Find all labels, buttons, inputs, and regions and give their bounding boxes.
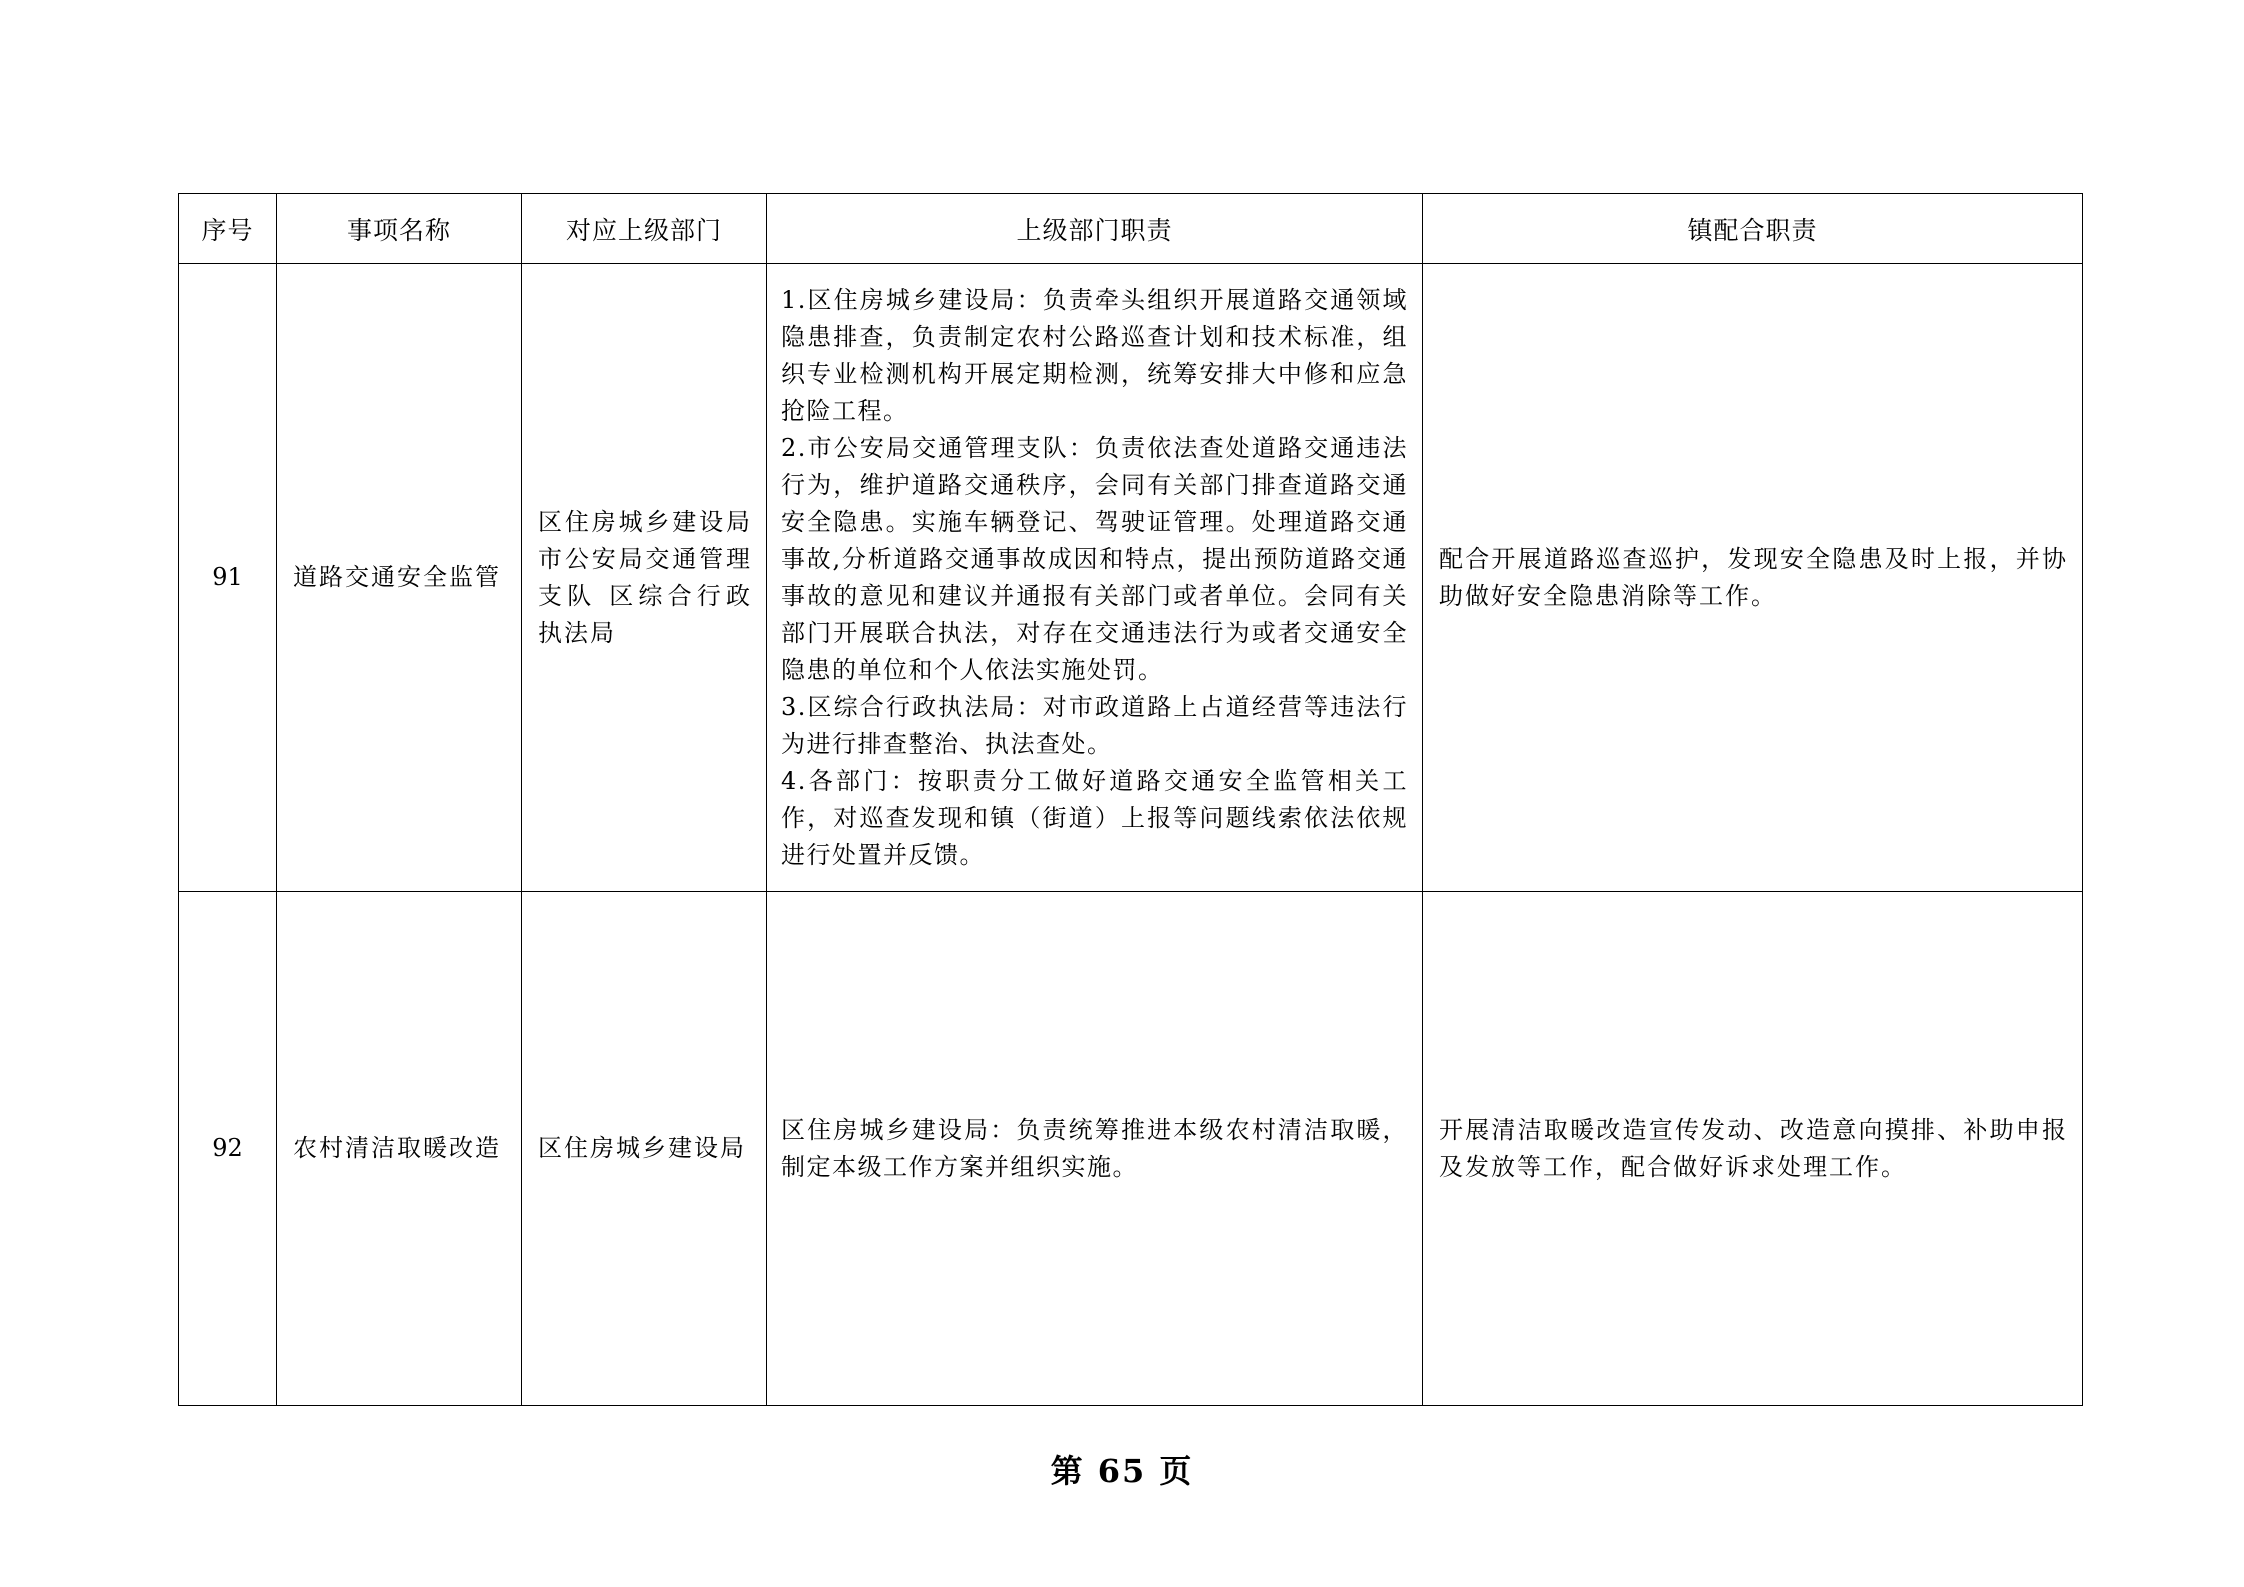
responsibility-table — [178, 193, 2083, 1406]
row-item-name: 农村清洁取暖改造 — [277, 892, 522, 1406]
duty-item: 1.区住房城乡建设局：负责牵头组织开展道路交通领域隐患排查，负责制定农村公路巡查计划和技术标准，组织专业检测机构开展定期检测，统筹安排大中修和应急抢险工程。 — [781, 285, 1408, 425]
header-seq: 序号 — [179, 194, 277, 264]
row-town-duties: 开展清洁取暖改造宣传发动、改造意向摸排、补助申报及发放等工作，配合做好诉求处理工作。 — [1423, 892, 2083, 1406]
row-seq: 92 — [179, 892, 277, 1406]
header-town-duties: 镇配合职责 — [1423, 194, 2083, 264]
row-superior-dept: 区住房城乡建设局 市公安局交通管理支队 区综合行政执法局 — [522, 264, 767, 892]
table-row — [179, 264, 2083, 892]
header-superior-dept: 对应上级部门 — [522, 194, 767, 264]
row-superior-duties — [767, 264, 1423, 892]
header-superior-duties: 上级部门职责 — [767, 194, 1423, 264]
row-town-duties: 配合开展道路巡查巡护，发现安全隐患及时上报，并协助做好安全隐患消除等工作。 — [1423, 264, 2083, 892]
row-superior-duties — [767, 892, 1423, 1406]
table-row — [179, 892, 2083, 1406]
header-item-name: 事项名称 — [277, 194, 522, 264]
row-superior-dept: 区住房城乡建设局 — [522, 892, 767, 1406]
row-item-name: 道路交通安全监管 — [277, 264, 522, 892]
duty-item: 3.区综合行政执法局：对市政道路上占道经营等违法行为进行排查整治、执法查处。 — [781, 692, 1408, 758]
duty-item: 区住房城乡建设局：负责统筹推进本级农村清洁取暖，制定本级工作方案并组织实施。 — [781, 1115, 1408, 1181]
duty-item: 4.各部门：按职责分工做好道路交通安全监管相关工作，对巡查发现和镇（街道）上报等问题线索依法依规进行处置并反馈。 — [781, 766, 1408, 869]
row-seq: 91 — [179, 264, 277, 892]
table-header-row — [179, 194, 2083, 264]
duty-item: 2.市公安局交通管理支队：负责依法查处道路交通违法行为，维护道路交通秩序，会同有关部门排查道路交通安全隐患。实施车辆登记、驾驶证管理。处理道路交通事故,分析道路交通事故成因和特点，提出预防道路交通事故的意见和建议并通报有关部门或者单位。会同有关部门开展联合执法，对存在交通违法行为或者交通安全隐患的单位和个人依法实施处罚。 — [781, 433, 1408, 684]
page-number: 第 65 页 — [1050, 1452, 1194, 1490]
